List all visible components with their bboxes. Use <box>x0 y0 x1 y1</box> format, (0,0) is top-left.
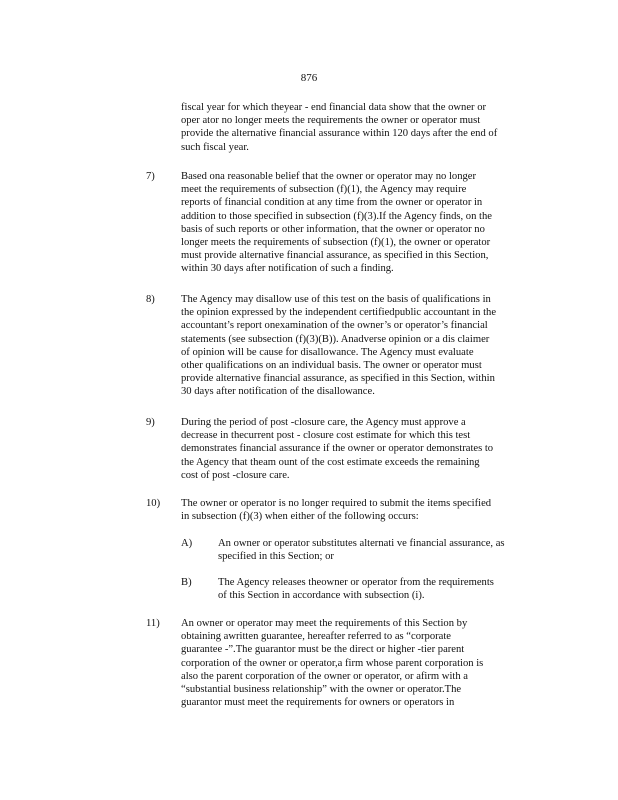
text-line: the Agency that theam ount of the cost estimate exceeds the remaining <box>181 456 480 468</box>
text-line: Based ona reasonable belief that the owner or operator may no longer <box>181 171 477 182</box>
text-line: specified in this Section; or <box>218 551 334 563</box>
text-line: oper ator no longer meets the requirements the owner or operator must <box>181 115 481 127</box>
text-line: such fiscal year. <box>181 141 249 153</box>
text-line: fiscal year for which theyear - end financial data show that the owner or <box>181 102 487 113</box>
text-line: must provide alternative financial assurance, as specified in this Section, <box>181 250 489 262</box>
text-line: The Agency may disallow use of this test on the basis of qualifications in <box>181 294 491 305</box>
text-line: corporation of the owner or operator,a firm whose parent corporation is <box>181 657 484 669</box>
subitem-text <box>218 537 541 563</box>
text-line: addition to those specified in subsection (f)(3).If the Agency finds, on the <box>181 210 492 222</box>
text-line: decrease in thecurrent post - closure cost estimate for which this test <box>181 430 471 442</box>
text-line: demonstrates financial assurance if the owner or operator demonstrates to <box>181 443 494 455</box>
text-line: The Agency releases theowner or operator from the requirements <box>218 577 494 588</box>
item-text <box>181 416 541 482</box>
text-line: reports of financial condition at any time from the owner or operator in <box>181 197 483 209</box>
text-line: statements (see subsection (f)(3)(B)). Anadverse opinion or a dis claimer <box>181 333 490 345</box>
text-line: basis of such reports or other information, that the owner or operator no <box>181 223 485 235</box>
item-number: 10) <box>146 498 161 509</box>
text-line: “substantial business relationship” with the owner or operator.The <box>181 684 462 696</box>
text-line: During the period of post -closure care, the Agency must approve a <box>181 417 466 428</box>
item-number: 7) <box>146 171 155 182</box>
text-line: cost of post -closure care. <box>181 469 290 481</box>
subitem-letter: A) <box>181 538 193 549</box>
item-text <box>181 617 541 709</box>
text-line: An owner or operator substitutes alternati ve financial assurance, as <box>218 538 505 549</box>
item-text <box>181 170 541 276</box>
text-line: within 30 days after notification of such a finding. <box>181 263 394 275</box>
text-line: of opinion will be cause for disallowance. The Agency must evaluate <box>181 346 474 358</box>
text-line: provide alternative financial assurance, as specified in this Section, within <box>181 373 495 385</box>
text-line: the opinion expressed by the independent certifiedpublic accountant in the <box>181 307 497 319</box>
page-number: 876 <box>300 72 318 84</box>
text-line: provide the alternative financial assurance within 120 days after the end of <box>181 128 498 140</box>
text-line: An owner or operator may meet the requirements of this Section by <box>181 618 468 629</box>
subitem-text <box>218 576 541 602</box>
text-line: guarantor must meet the requirements for owners or operators in <box>181 697 455 709</box>
item-number: 8) <box>146 294 155 305</box>
intro-paragraph <box>181 101 541 154</box>
text-line: of this Section in accordance with subsection (i). <box>218 590 425 602</box>
text-line: accountant’s report onexamination of the owner’s or operator’s financial <box>181 320 488 332</box>
text-line: meet the requirements of subsection (f)(1), the Agency may require <box>181 184 467 196</box>
subitem-letter: B) <box>181 577 192 588</box>
text-line: in subsection (f)(3) when either of the following occurs: <box>181 511 419 523</box>
item-text <box>181 497 541 523</box>
text-line: guarantee -”.The guarantor must be the direct or higher -tier parent <box>181 644 465 656</box>
text-line: obtaining awritten guarantee, hereafter referred to as “corporate <box>181 631 451 643</box>
text-line: The owner or operator is no longer required to submit the items specified <box>181 498 492 509</box>
item-text <box>181 293 541 399</box>
item-number: 9) <box>146 417 155 428</box>
text-line: also the parent corporation of the owner or operator, or afirm with a <box>181 670 468 682</box>
text-line: longer meets the requirements of subsection (f)(1), the owner or operator <box>181 237 491 249</box>
text-line: 30 days after notification of the disallowance. <box>181 386 375 398</box>
item-number: 11) <box>146 618 160 629</box>
text-line: other qualifications on an individual basis. The owner or operator must <box>181 360 482 372</box>
